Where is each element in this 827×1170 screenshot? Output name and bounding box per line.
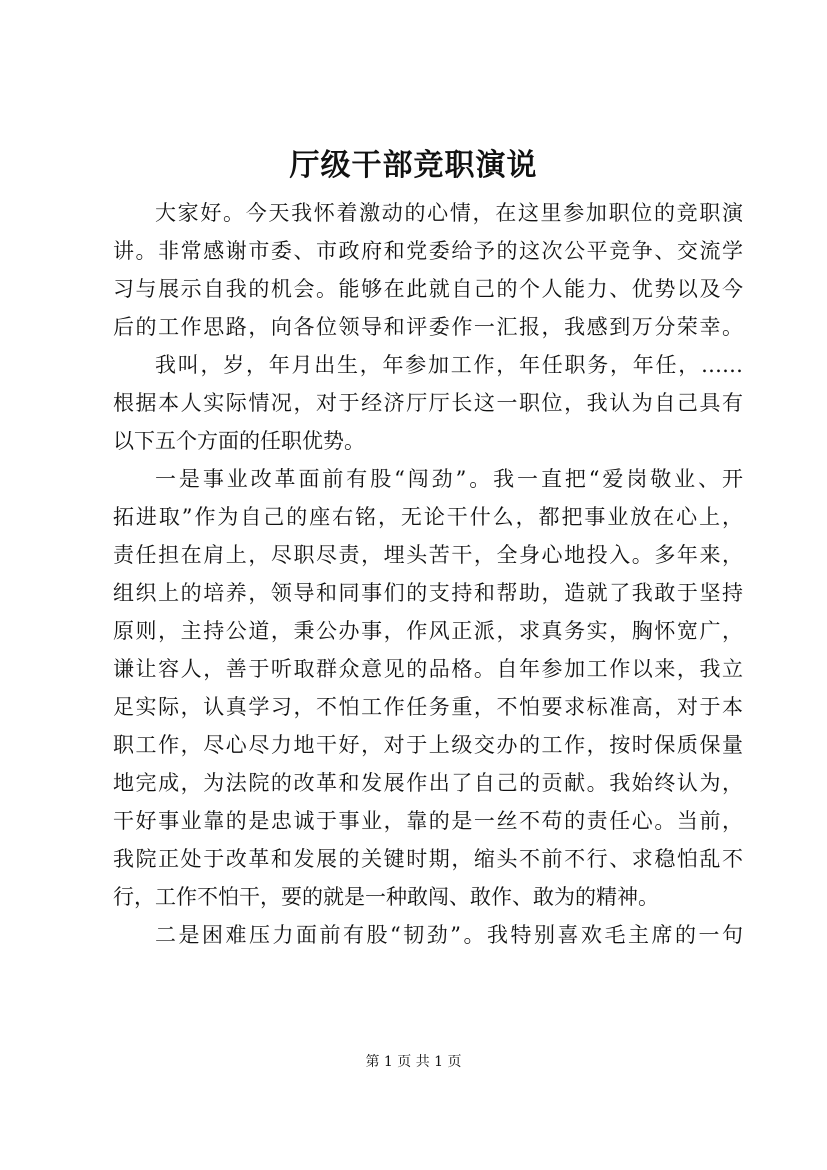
paragraph-line: 讲。非常感谢市委、市政府和党委给予的这次公平竞争、交流学	[113, 239, 743, 263]
paragraph-line: 地完成，为法院的改革和发展作出了自己的贡献。我始终认为，	[113, 771, 743, 795]
paragraph-line: 根据本人实际情况，对于经济厅厅长这一职位，我认为自己具有	[113, 391, 743, 415]
paragraph-line: 行，工作不怕干，要的就是一种敢闯、敢作、敢为的精神。	[113, 885, 659, 909]
page-number-footer: 第 1 页 共 1 页	[365, 1054, 462, 1070]
paragraph-line: 大家好。今天我怀着激动的心情，在这里参加职位的竞职演	[155, 201, 743, 225]
paragraph-line: 原则，主持公道，秉公办事，作风正派，求真务实，胸怀宽广，	[113, 619, 743, 643]
paragraph-line: 干好事业靠的是忠诚于事业，靠的是一丝不苟的责任心。当前，	[113, 809, 743, 833]
document-body	[113, 194, 743, 954]
paragraph-line: 以下五个方面的任职优势。	[113, 429, 365, 453]
paragraph-line: 我院正处于改革和发展的关键时期，缩头不前不行、求稳怕乱不	[113, 847, 743, 871]
paragraph-line: 责任担在肩上，尽职尽责，埋头苦干，全身心地投入。多年来，	[113, 543, 743, 567]
paragraph-line: 组织上的培养，领导和同事们的支持和帮助，造就了我敢于坚持	[113, 581, 743, 605]
paragraph-line: 谦让容人，善于听取群众意见的品格。自年参加工作以来，我立	[113, 657, 743, 681]
paragraph-line: 习与展示自我的机会。能够在此就自己的个人能力、优势以及今	[113, 277, 743, 301]
paragraph-line: 后的工作思路，向各位领导和评委作一汇报，我感到万分荣幸。	[113, 315, 743, 339]
paragraph-line: 足实际，认真学习，不怕工作任务重，不怕要求标准高，对于本	[113, 695, 743, 719]
paragraph-line: 我叫，岁，年月出生，年参加工作，年任职务，年任，……	[155, 353, 743, 377]
paragraph-line: 二是困难压力面前有股“韧劲”。我特别喜欢毛主席的一句	[155, 923, 743, 947]
paragraph-line: 拓进取”作为自己的座右铭，无论干什么，都把事业放在心上，	[113, 505, 743, 529]
document-title: 厅级干部竞职演说	[289, 148, 538, 183]
paragraph-line: 一是事业改革面前有股“闯劲”。我一直把“爱岗敬业、开	[155, 467, 743, 491]
paragraph-line: 职工作，尽心尽力地干好，对于上级交办的工作，按时保质保量	[113, 733, 743, 757]
